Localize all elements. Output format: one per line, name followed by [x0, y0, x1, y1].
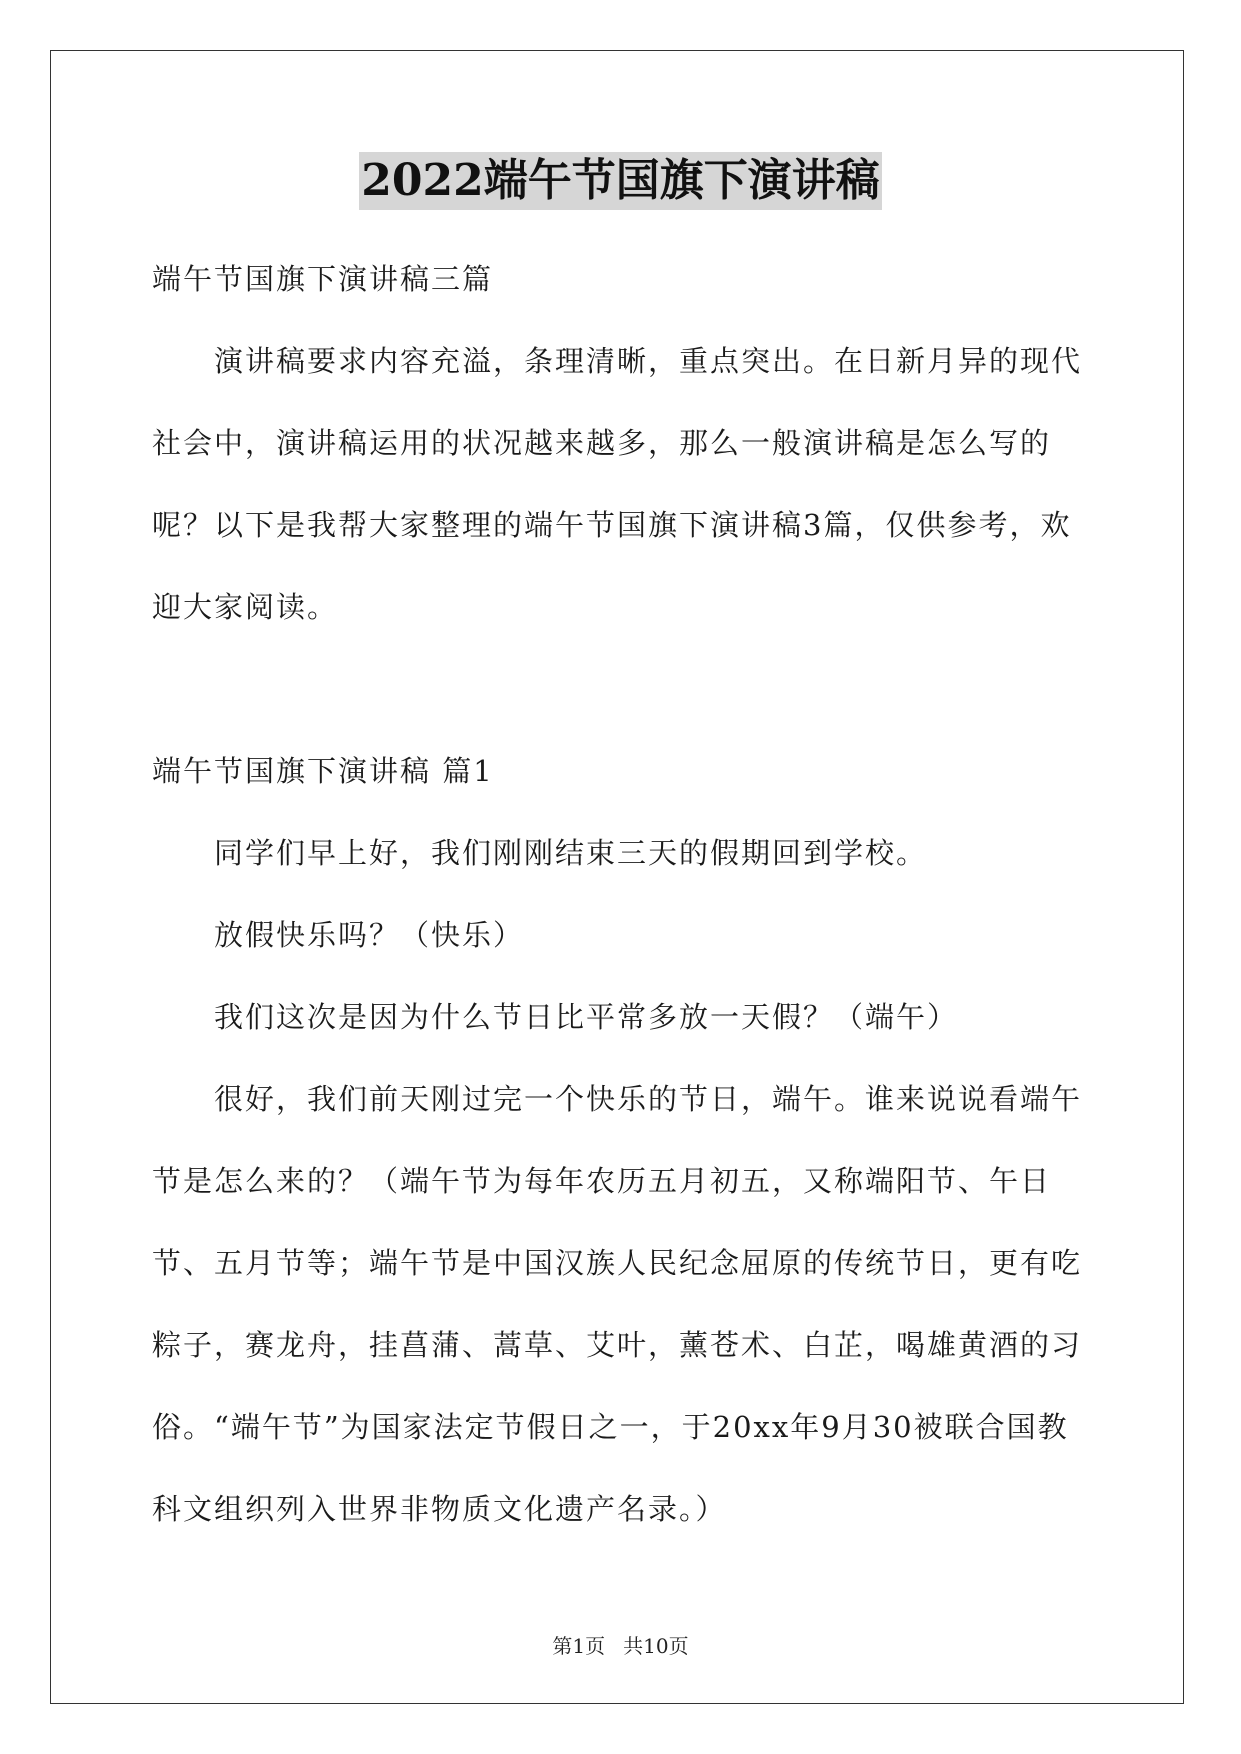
body-paragraph: 放假快乐吗？（快乐） [214, 918, 525, 952]
document-body [152, 238, 1092, 1550]
page-total: 共10页 [623, 1634, 689, 1658]
page-number: 第1页 [552, 1634, 606, 1658]
document-title: 2022端午节国旗下演讲稿 [359, 152, 881, 210]
page-footer [0, 1630, 1241, 1659]
title-container [0, 152, 1241, 210]
body-paragraph: 很好，我们前天刚过完一个快乐的节日，端午。谁来说说看端午节是怎么来的？（端午节为每年农历五月初五，又称端阳节、午日节、五月节等；端午节是中国汉族人民纪念屈原的传统节日，更有吃粽子，赛龙舟，挂菖蒲、蒿草、艾叶，薰苍术、白芷，喝雄黄酒的习俗。“端午节”为国家法定节假日之一，于20xx年9月30被联合国教科文组织列入世界非物质文化遗产名录。） [152, 1082, 1083, 1526]
subtitle: 端午节国旗下演讲稿三篇 [152, 262, 494, 296]
body-paragraph: 同学们早上好，我们刚刚结束三天的假期回到学校。 [214, 836, 928, 870]
section-heading: 端午节国旗下演讲稿 篇1 [152, 754, 494, 788]
spacer [152, 648, 1092, 730]
body-paragraph: 我们这次是因为什么节日比平常多放一天假？（端午） [214, 1000, 959, 1034]
intro-paragraph: 演讲稿要求内容充溢，条理清晰，重点突出。在日新月异的现代社会中，演讲稿运用的状况越来越多，那么一般演讲稿是怎么写的呢？以下是我帮大家整理的端午节国旗下演讲稿3篇，仅供参考，欢迎大家阅读。 [152, 344, 1083, 624]
